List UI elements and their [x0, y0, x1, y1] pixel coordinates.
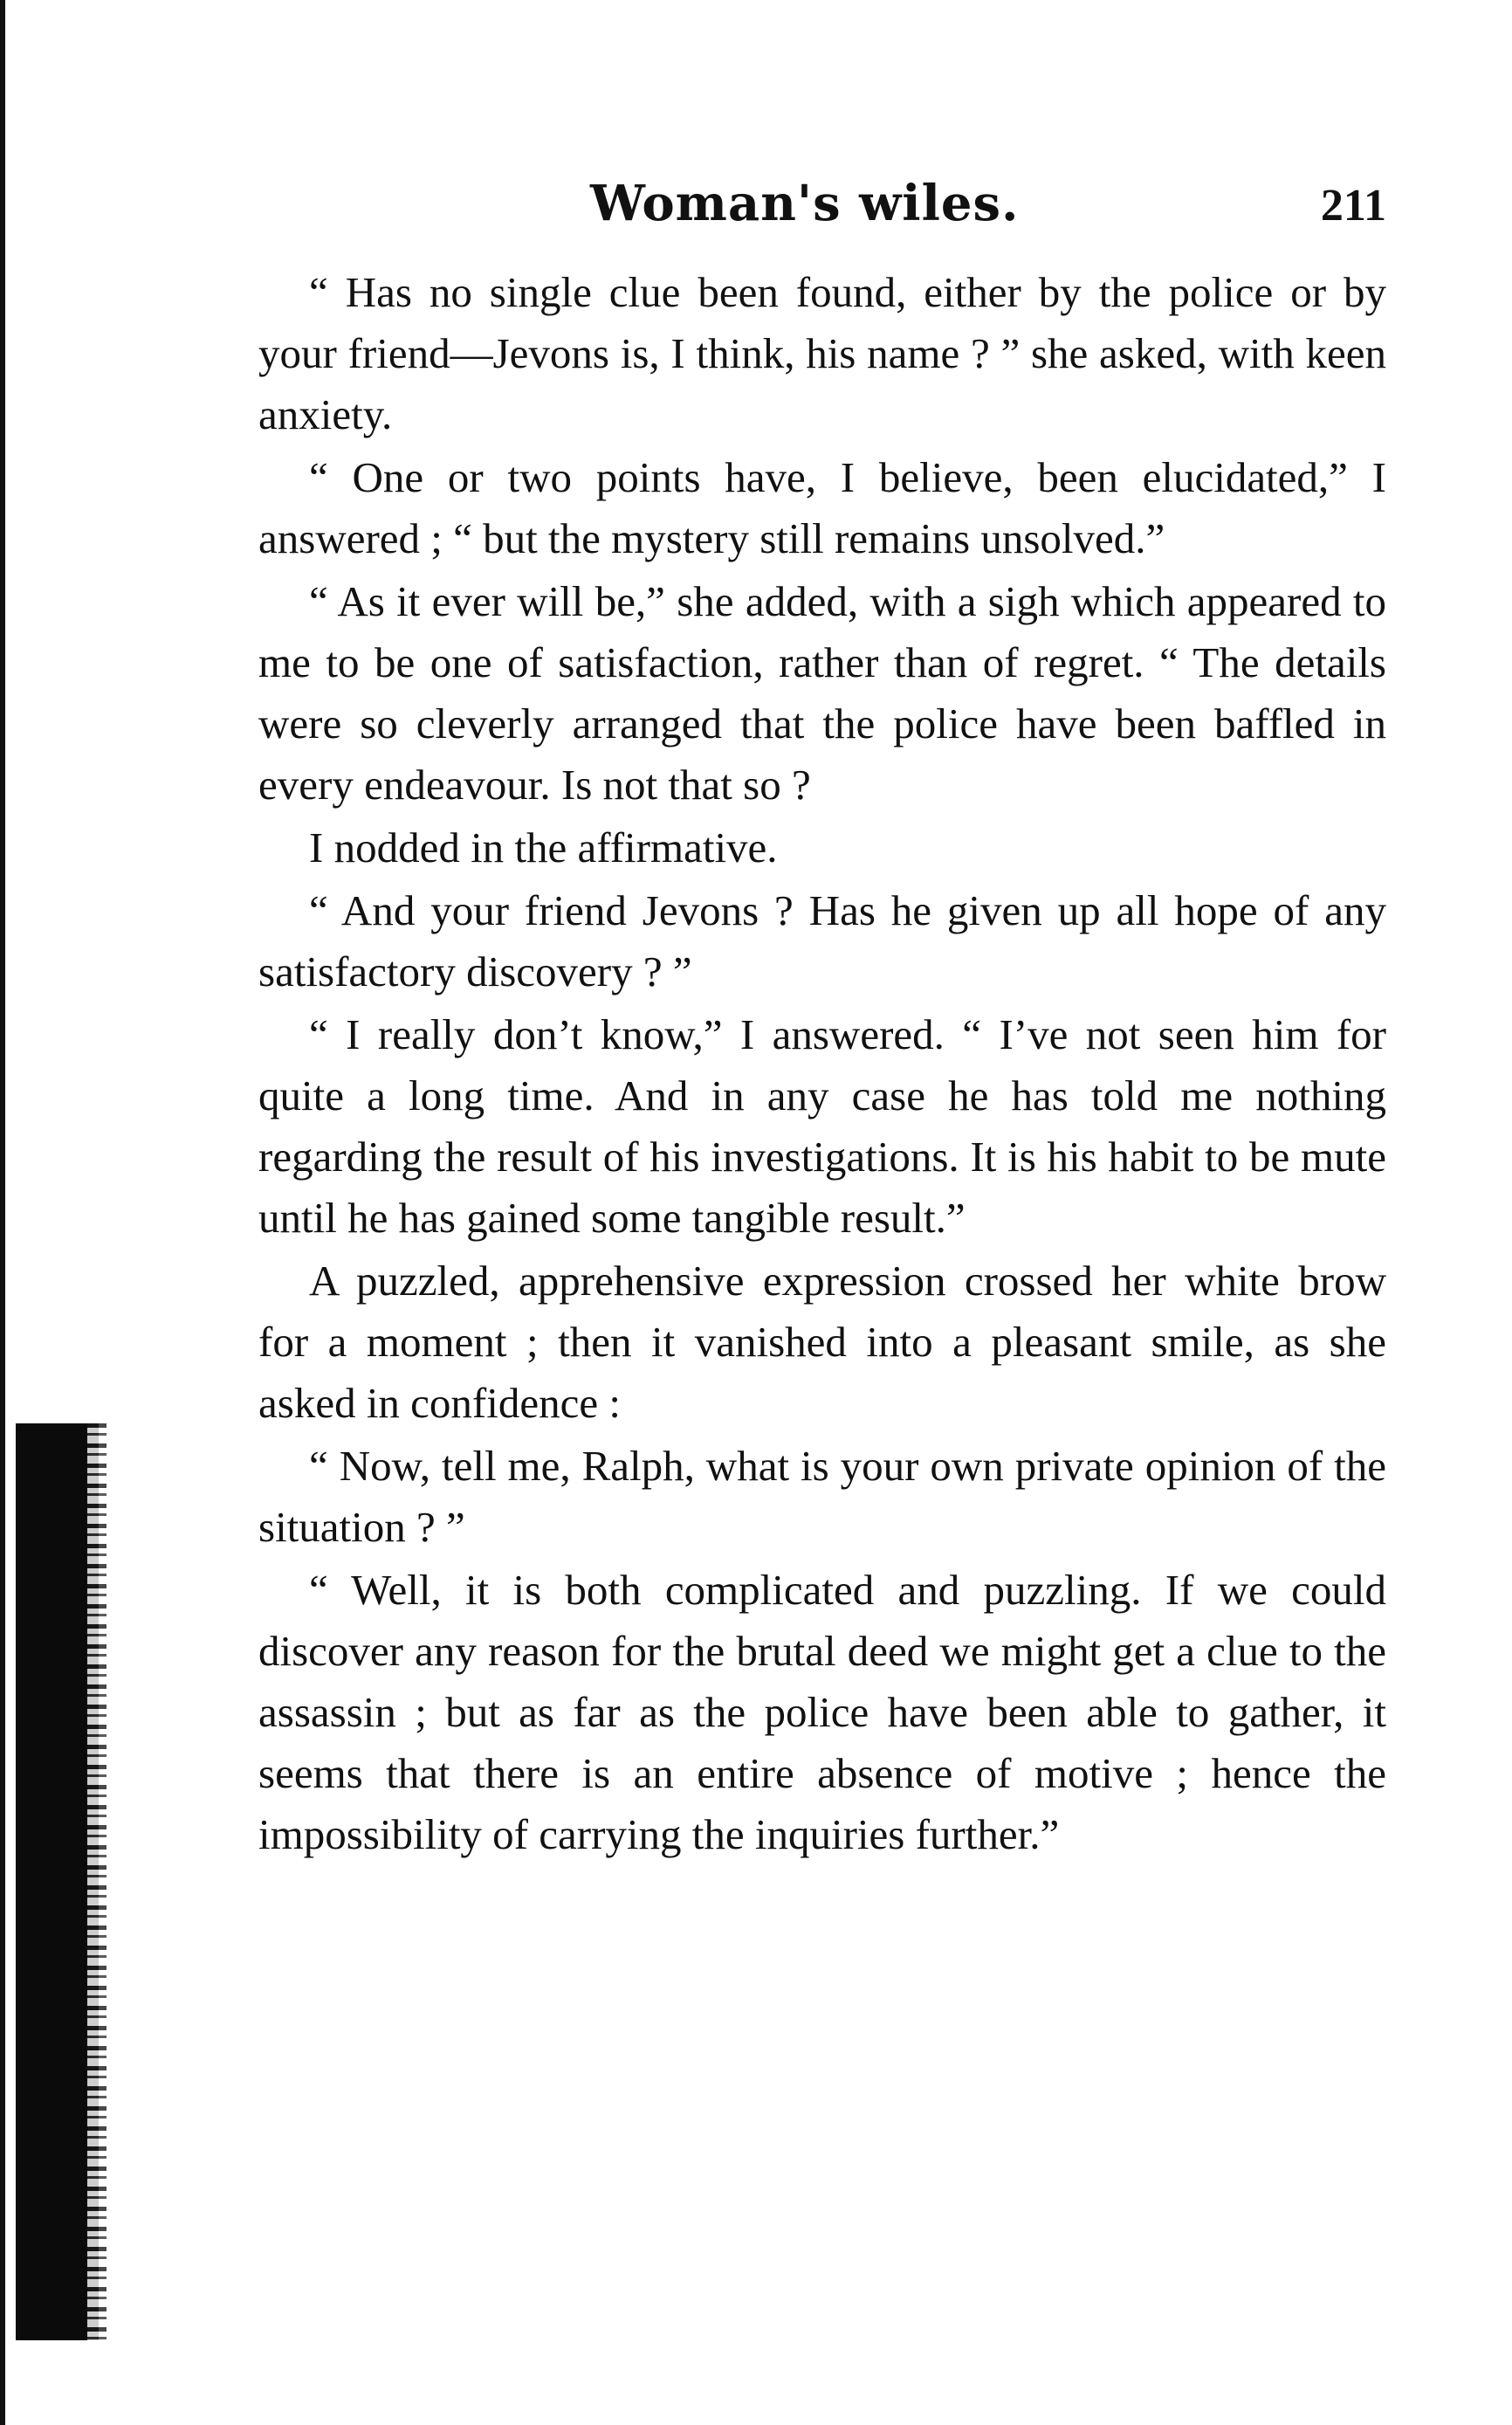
paragraph-5: “ And your friend Jevons ? Has he given up all hope of any satisfactory discovery ? ”: [258, 886, 1386, 995]
running-title: Woman's wiles.: [590, 175, 1020, 232]
page-number: 211: [1320, 181, 1386, 231]
paragraph-3: “ As it ever will be,” she added, with a sigh which appeared to me to be one of satisfaction, rather than of regret. “ The details were so cleverly arranged that the police have been baffled in every endeavour. Is not that so ?: [258, 577, 1386, 809]
binding-shadow: [16, 1423, 99, 2340]
paragraph-7: A puzzled, apprehensive expression crossed her white brow for a moment ; then it vanished into a pleasant smile, as she asked in confidence :: [258, 1257, 1386, 1427]
paragraph-2: “ One or two points have, I believe, been elucidated,” I answered ; “ but the mystery still remains unsolved.”: [258, 453, 1386, 562]
paragraph-6: “ I really don’t know,” I answered. “ I’ve not seen him for quite a long time. And in any case he has told me nothing regarding the result of his investigations. It is his habit to be mute until he has gained some tangible result.”: [258, 1010, 1386, 1242]
page-edge-line: [0, 0, 5, 2425]
binding-fringe: [87, 1423, 107, 2340]
paragraph-1: “ Has no single clue been found, either by the police or by your friend—Jevons is, I think, his name ? ” she asked, with keen anxiety.: [258, 268, 1386, 438]
book-page: [258, 175, 1386, 1867]
paragraph-9: “ Well, it is both complicated and puzzling. If we could discover any reason for the brutal deed we might get a clue to the assassin ; but as far as the police have been able to gather, it seems that there is an entire absence of motive ; hence the impossibility of carrying the inquiries further.”: [258, 1566, 1386, 1858]
running-head: [258, 175, 1386, 253]
body-text: [258, 262, 1386, 1865]
paragraph-4: I nodded in the affirmative.: [309, 823, 778, 871]
paragraph-8: “ Now, tell me, Ralph, what is your own private opinion of the situation ? ”: [258, 1442, 1386, 1551]
